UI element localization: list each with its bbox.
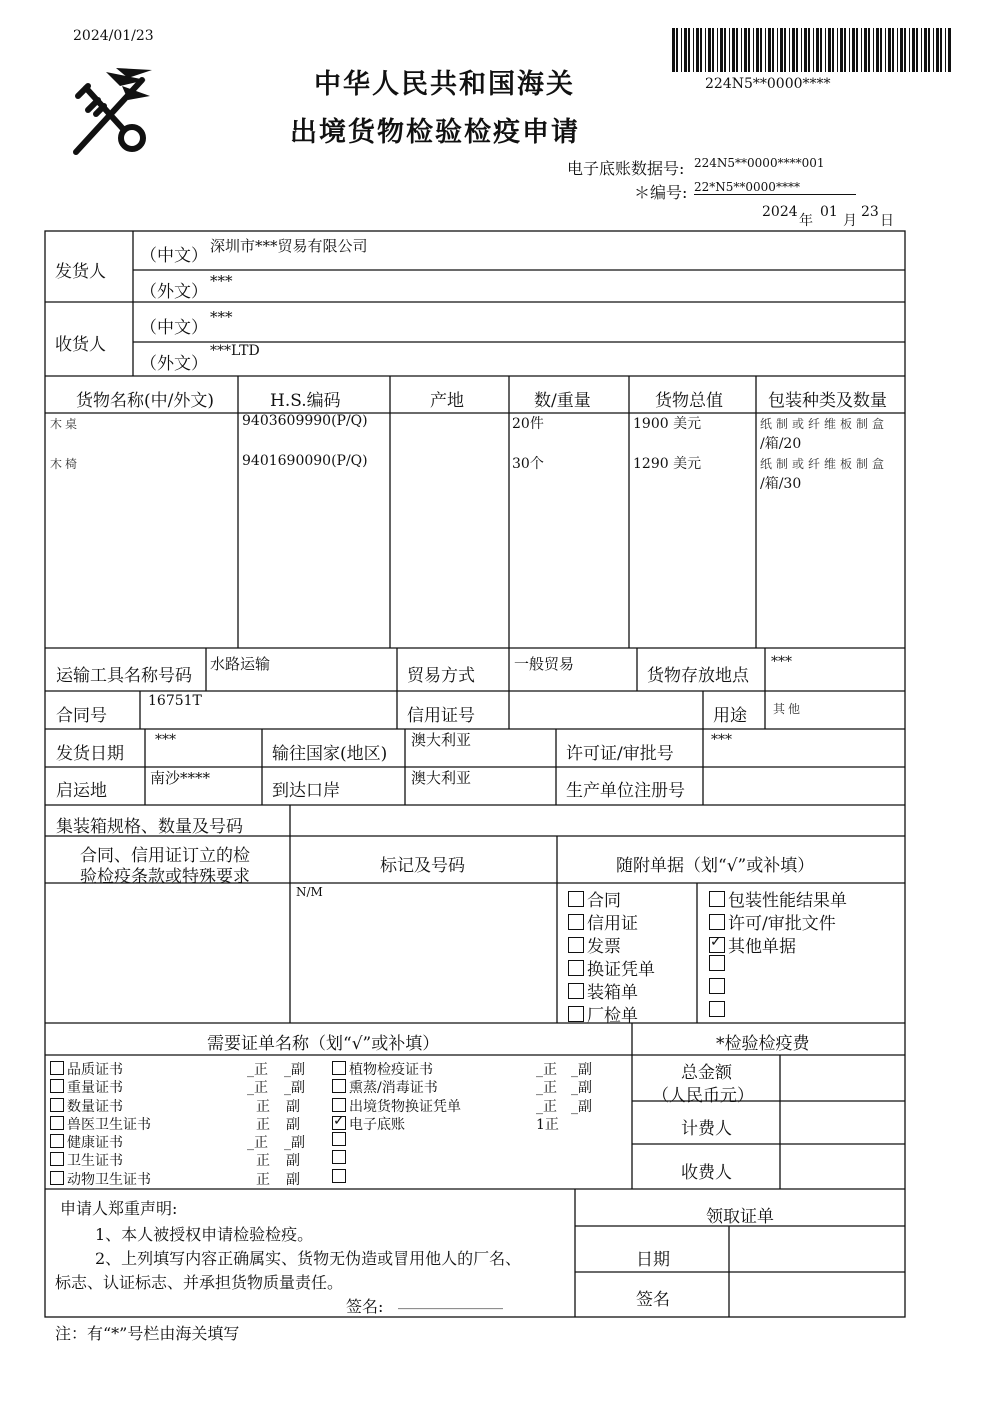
declaration-line2: 2、上列填写内容正确属实、货物无伪造或冒用他人的厂名、 [95, 1249, 522, 1268]
shipper-cn-value[interactable]: 深圳市***贸易有限公司 [210, 237, 368, 255]
terms-label-line1: 合同、信用证订立的检 [80, 846, 250, 866]
checkbox[interactable] [568, 937, 584, 953]
checkbox[interactable] [568, 891, 584, 907]
fee-header: *检验检疫费 [716, 1034, 810, 1054]
form-title-line1: 中华人民共和国海关 [314, 69, 575, 100]
license-value[interactable]: *** [711, 732, 732, 748]
goods-header-pack: 包装种类及数量 [768, 391, 887, 411]
license-label: 许可证/审批号 [566, 744, 674, 764]
consignee-en-value[interactable]: ***LTD [210, 343, 260, 359]
goods-header-name: 货物名称(中/外文) [76, 391, 214, 411]
certificates-left [50, 1059, 310, 1187]
pickup-sign-label: 签名 [636, 1290, 670, 1310]
barcode-text: 224N5**0000**** [705, 76, 831, 92]
goods-row-qty: 20件 [512, 416, 544, 432]
number-value: 22*N5**0000**** [694, 180, 856, 195]
date-year: 2024 [762, 204, 798, 220]
date-month: 01 [820, 204, 838, 220]
goods-row-pack2: /箱/20 [760, 436, 802, 452]
storage-label: 货物存放地点 [647, 666, 749, 686]
checkbox[interactable] [568, 914, 584, 930]
checkbox[interactable] [332, 1061, 346, 1075]
shipper-en-value[interactable]: *** [210, 272, 233, 290]
use-value[interactable]: 其他 [773, 702, 804, 716]
attached-docs-left [568, 886, 655, 1024]
cert-item[interactable]: 数量证书 正 副 [50, 1096, 310, 1114]
cert-item[interactable]: 健康证书 _正 _副 [50, 1132, 310, 1150]
trade-label: 贸易方式 [407, 666, 475, 686]
ship-date-label: 发货日期 [56, 744, 124, 764]
doc-item[interactable] [709, 1001, 847, 1024]
consignee-cn-value[interactable]: *** [210, 308, 233, 326]
print-date: 2024/01/23 [73, 28, 154, 44]
cert-item[interactable]: 品质证书 _正 _副 [50, 1059, 310, 1077]
form-title-line2: 出境货物检验检疫申请 [290, 117, 580, 148]
dest-country-value[interactable]: 澳大利亚 [411, 731, 472, 749]
fee-collector-label: 收费人 [681, 1163, 732, 1183]
ship-date-value[interactable]: *** [155, 732, 176, 748]
reg-label: 生产单位注册号 [566, 781, 685, 801]
pickup-date-label: 日期 [636, 1250, 670, 1270]
certificates-header: 需要证单名称（划“√”或补填） [207, 1034, 440, 1054]
cert-item[interactable] [332, 1169, 622, 1187]
depart-value[interactable]: 南沙**** [150, 769, 211, 787]
declaration-line1: 1、本人被授权申请检验检疫。 [95, 1225, 314, 1244]
checkbox[interactable] [332, 1150, 346, 1164]
declaration-line3: 标志、认证标志、并承担货物质量责任。 [55, 1273, 344, 1292]
lc-label: 信用证号 [407, 706, 475, 726]
arrive-value[interactable]: 澳大利亚 [411, 769, 472, 787]
doc-item[interactable]: 合同 [568, 886, 655, 909]
doc-item[interactable]: ✓其他单据 [709, 932, 847, 955]
vehicle-label: 运输工具名称号码 [56, 666, 192, 686]
arrive-label: 到达口岸 [272, 781, 340, 801]
cert-item[interactable]: 熏蒸/消毒证书 _正 _副 [332, 1077, 622, 1095]
marks-value[interactable]: N/M [296, 885, 323, 899]
checkbox[interactable] [50, 1134, 64, 1148]
goods-row-pack1: 纸制或纤维板制盒 [760, 417, 889, 431]
checkbox[interactable] [332, 1098, 346, 1112]
doc-item[interactable]: 发票 [568, 932, 655, 955]
trade-value[interactable]: 一般贸易 [514, 655, 575, 673]
cert-item[interactable]: 植物检疫证书 _正 _副 [332, 1059, 622, 1077]
date-day: 23 [861, 204, 879, 220]
shipper-en-label: （外文） [140, 282, 208, 302]
goods-row-name: 木桌 [50, 417, 81, 431]
checkbox[interactable] [50, 1116, 64, 1130]
ebook-label: 电子底账数据号: [567, 159, 685, 178]
checkbox[interactable] [50, 1171, 64, 1185]
goods-row-pack1: 纸制或纤维板制盒 [760, 457, 889, 471]
date-year-unit: 年 [799, 213, 813, 229]
doc-item[interactable]: 装箱单 [568, 978, 655, 1001]
goods-row-qty: 30个 [512, 456, 544, 472]
doc-item[interactable] [709, 978, 847, 1001]
cert-item[interactable]: 兽医卫生证书 正 副 [50, 1114, 310, 1132]
goods-row-hs: 9403609990(P/Q) [242, 413, 368, 429]
doc-item[interactable]: 厂检单 [568, 1001, 655, 1024]
checkbox[interactable] [50, 1079, 64, 1093]
storage-value[interactable]: *** [771, 654, 792, 670]
certificates-right [332, 1059, 622, 1187]
goods-header-origin: 产地 [430, 391, 464, 411]
date-month-unit: 月 [843, 213, 857, 229]
checkbox-checked[interactable] [332, 1116, 346, 1130]
contract-value[interactable]: 16751T [148, 693, 202, 709]
cert-item[interactable]: ✓电子底账 1正 [332, 1114, 622, 1132]
checkbox[interactable] [709, 914, 725, 930]
goods-header-qty: 数/重量 [534, 391, 591, 411]
cert-item[interactable]: 动物卫生证书 正 副 [50, 1169, 310, 1187]
goods-row-pack2: /箱/30 [760, 476, 802, 492]
vehicle-value[interactable]: 水路运输 [210, 655, 271, 673]
goods-row-hs: 9401690090(P/Q) [242, 453, 368, 469]
marks-label: 标记及号码 [380, 856, 465, 876]
goods-header-value: 货物总值 [655, 391, 723, 411]
signature-label: 签名: [346, 1297, 384, 1316]
consignee-cn-label: （中文） [140, 318, 208, 338]
checkbox[interactable] [50, 1098, 64, 1112]
fee-total-line2: （人民币元） [652, 1086, 754, 1106]
checkbox-checked[interactable] [709, 937, 725, 953]
checkbox[interactable] [568, 983, 584, 999]
consignee-label: 收货人 [55, 335, 106, 355]
checkbox[interactable] [50, 1152, 64, 1166]
consignee-en-label: （外文） [140, 354, 208, 374]
checkbox[interactable] [332, 1169, 346, 1183]
ebook-value: 224N5**0000****001 [694, 156, 825, 170]
depart-label: 启运地 [56, 781, 107, 801]
docs-label: 随附单据（划“√”或补填） [616, 856, 815, 876]
goods-header-hs: H.S.编码 [270, 391, 341, 411]
cert-item[interactable]: 重量证书 _正 _副 [50, 1077, 310, 1095]
date-day-unit: 日 [880, 213, 894, 229]
pickup-title: 领取证单 [706, 1207, 774, 1227]
declaration-title: 申请人郑重声明: [60, 1199, 178, 1218]
checkbox[interactable] [332, 1079, 346, 1093]
doc-item[interactable]: 许可/审批文件 [709, 909, 847, 932]
fee-charger-label: 计费人 [681, 1119, 732, 1139]
cert-item[interactable]: 卫生证书 正 副 [50, 1150, 310, 1168]
fee-total-line1: 总金额 [681, 1063, 732, 1083]
doc-item[interactable]: 包装性能结果单 [709, 886, 847, 909]
checkbox[interactable] [568, 960, 584, 976]
checkbox[interactable] [709, 978, 725, 994]
checkbox[interactable] [709, 1001, 725, 1017]
goods-row-value: 1900 美元 [633, 416, 702, 432]
cert-item[interactable] [332, 1132, 622, 1150]
checkbox[interactable] [568, 1006, 584, 1022]
signature-line[interactable]: _______________ [398, 1294, 503, 1310]
dest-country-label: 输往国家(地区) [272, 744, 388, 764]
checkbox[interactable] [709, 891, 725, 907]
use-label: 用途 [713, 706, 747, 726]
doc-item[interactable]: 换证凭单 [568, 955, 655, 978]
terms-label-line2: 验检疫条款或特殊要求 [80, 867, 250, 887]
checkbox[interactable] [709, 955, 725, 971]
goods-row-name: 木椅 [50, 457, 81, 471]
cert-item[interactable] [332, 1150, 622, 1168]
container-label: 集装箱规格、数量及号码 [56, 817, 243, 837]
checkbox[interactable] [50, 1061, 64, 1075]
cert-item[interactable]: 出境货物换证凭单 _正 _副 [332, 1096, 622, 1114]
shipper-cn-label: （中文） [140, 246, 208, 266]
checkbox[interactable] [332, 1132, 346, 1146]
number-label: ＊编号: [634, 183, 688, 202]
shipper-label: 发货人 [55, 262, 106, 282]
attached-docs-right [709, 886, 847, 1024]
footer-note: 注：有“*”号栏由海关填写 [55, 1324, 240, 1343]
doc-item[interactable] [709, 955, 847, 978]
contract-label: 合同号 [56, 706, 107, 726]
doc-item[interactable]: 信用证 [568, 909, 655, 932]
goods-row-value: 1290 美元 [633, 456, 702, 472]
